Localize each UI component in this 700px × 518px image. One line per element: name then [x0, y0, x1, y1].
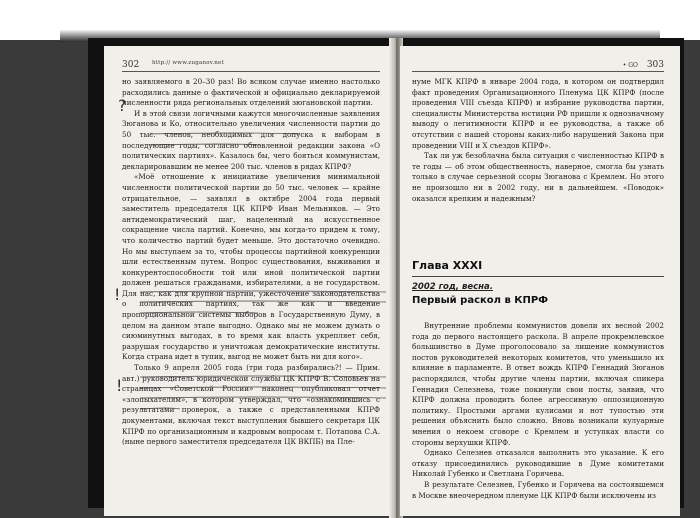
- header-url: http:// www.zuganov.net: [152, 60, 224, 66]
- exclamation-annotation: !: [116, 376, 123, 395]
- paragraph: Только 9 апреля 2005 года (три года разбирались?! — Прим. авт.) руководитель юридической службы ЦК КПРФ В. Соловьев на страницах «Советской России» наконец опубликовал отчет «злопыхателям», в котором утверждал, что «ознакомившись с результатами проверок, а также с представленными КПРФ документами, включая текст выступления бывшего секретаря ЦК КПРФ по организационным и кадровым вопросам т. Потапова С.А. (ныне первого заместителя председателя ЦК ВКПБ) на Пле-: [122, 363, 380, 447]
- left-page-number: 302: [122, 60, 140, 70]
- paragraph: И в этой связи логичными кажутся многочисленные заявления Зюганова и Ко, относительно увеличения численности партии до 50 тыс. членов, необходимых для допуска к выборам в последующие годы, согласно обновленной редакции закона «О политических партиях». Казалось бы, чего бояться коммунистам, декларировавшим не менее 200 тыс. членов в рядах КПРФ?: [122, 108, 380, 171]
- underline-stroke: [150, 133, 300, 134]
- paragraph: Внутренние проблемы коммунистов довели их весной 2002 года до первого настоящего раскола. В апреле прокремлевское большинство в Думе проголосовало за лишение коммунистов постов руководителей некоторых комитетов, что уменьшило их влияние в парламенте. В ответ вождь КПРФ Геннадий Зюганов распорядился, чтобы другие члены партии, включая спикера Геннадия Селезнева, тоже покинули свои посты, заявив, что КПРФ должна проводить более агрессивную оппозиционную политику. Простыми аргами кулисами и нот тупостью эти решения объяснить было сложно. Вновь возникали кулуарные мнения о некоем сговоре с Кремлем и уступках власти со стороны верхушки КПРФ.: [412, 321, 664, 447]
- underline-stroke: [140, 387, 386, 388]
- underline-stroke: [140, 291, 386, 292]
- exclamation-annotation: !: [114, 285, 121, 304]
- paragraph: но заявляемого в 20–30 раз! Во всяком случае именно настолько расходились данные о фактической и официально декларируемой численности ряда региональных отделений зюгановской партии.: [122, 77, 380, 108]
- underline-stroke: [150, 144, 260, 145]
- underline-stroke: [140, 408, 180, 409]
- paragraph: В результате Селезнев, Губенко и Горячева на состоявшемся в Москве внеочередном пленуме ЦК КПРФ были исключены из: [412, 479, 664, 500]
- right-page-number: 303: [646, 60, 664, 70]
- paragraph: Так ли уж безоблачна была ситуация с численностью КПРФ в те годы — об этом общественность, наверное, смогла бы узнать только в случае серьезной ссоры Зюганова с Кремлем. Но этого не произошло ни в 2002 году, ни в дальнейшем. «Поводок» оказался крепким и надежным?: [412, 151, 664, 203]
- underline-stroke: [140, 301, 386, 302]
- section-date: 2002 год, весна.: [412, 282, 493, 292]
- paragraph: нуме МГК КПРФ в январе 2004 года, в котором он подтвердил факт проведения Организационного Пленума ЦК КПРФ (после проведения VIII съезда КПРФ) и избрание руководства партии, специалисты Министерства юстиции РФ пришли к однозначному выводу о легитимности КПРФ и ее руководства, а также об отсутствии с нашей стороны каких-либо нарушений Закона при проведении VIII и X съездов КПРФ».: [412, 77, 664, 150]
- question-mark-annotation: ?: [118, 96, 127, 115]
- header-mark: • GO: [622, 62, 638, 69]
- paragraph: «Моё отношение к инициативе увеличения минимальной численности политической партии до 50 тыс. человек — крайне отрицательное, — заявлял в октябре 2004 года первый заместитель председателя ЦК КПРФ Иван Мельников. — Это антидемократический шаг, нацеленный на искусственное сокращение числа партий. Конечно, мы когда-то придем к тому, что количество партий будет меньше. Это достаточно очевидно. Но мы выступаем за то, чтобы процессы партийной конкуренции шли естественным путем. Вопрос существования, выживания и конкурентоспособности той или иной политической партии должен решаться гражданами, избирателями, а не государством. Для нас, как для крупной партии, ужесточение законодательства о политических партиях, так же как и введение пропорциональной системы выборов в Государственную Думу, в целом на данном этапе выгодно. Однако мы не можем думать о сиюминутных выгодах, в то время как власть укрепляет себя, разрушая государство и уничтожая демократические институты. Когда страна идет в тупик, выгод не может быть ни для кого».: [122, 172, 380, 362]
- underline-stroke: [140, 397, 386, 398]
- paragraph: Однако Селезнев отказался выполнить это указание. К его отказу присоединились руководившие в Думе комитетами Николай Губенко и Светлана Горячева.: [412, 448, 664, 479]
- section-title: Первый раскол в КПРФ: [412, 295, 549, 306]
- chapter-heading: Глава XXXI: [412, 259, 483, 272]
- underline-stroke: [140, 312, 258, 313]
- underline-stroke: [140, 376, 386, 377]
